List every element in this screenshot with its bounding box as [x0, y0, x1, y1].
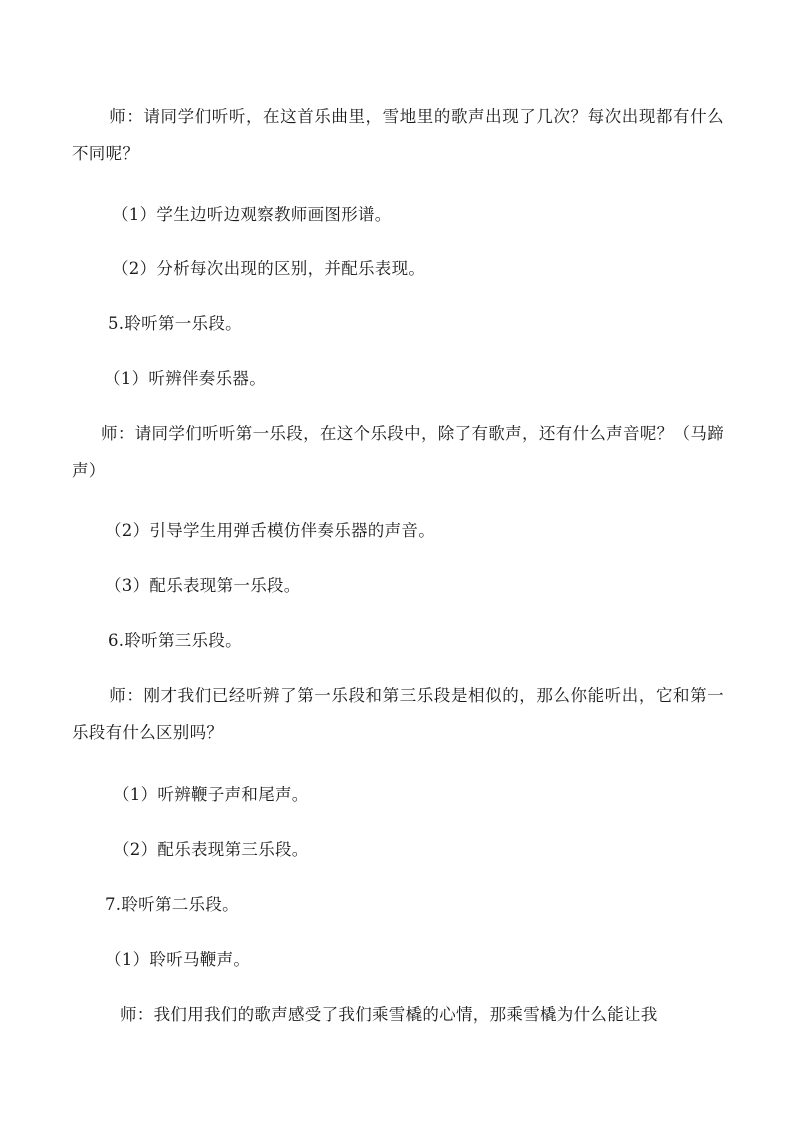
paragraph-teacher-question-4: 师：我们用我们的歌声感受了我们乘雪橇的心情，那乘雪橇为什么能让我	[120, 1005, 658, 1024]
paragraph-step-7-1: （1）聆听马鞭声。	[105, 950, 251, 969]
heading-listen-section-2: 7.聆听第二乐段。	[105, 895, 239, 914]
paragraph-teacher-question-2: 师：请同学们听听第一乐段，在这个乐段中，除了有歌声，还有什么声音呢？（马蹄声）	[72, 424, 724, 480]
heading-listen-section-1: 5.聆听第一乐段。	[108, 314, 242, 333]
paragraph-teacher-question-1: 师：请同学们听听，在这首乐曲里，雪地里的歌声出现了几次？每次出现都有什么不同呢？	[72, 107, 724, 163]
paragraph-step-6-1: （1）听辨鞭子声和尾声。	[113, 785, 309, 804]
paragraph-step-5-3: （3）配乐表现第一乐段。	[105, 576, 301, 595]
paragraph-step-1-2: （2）分析每次出现的区别，并配乐表现。	[112, 259, 426, 278]
paragraph-step-5-1: （1）听辨伴奏乐器。	[104, 369, 266, 388]
paragraph-teacher-question-3: 师：刚才我们已经听辨了第一乐段和第三乐段是相似的，那么你能听出，它和第一乐段有什么区别吗？	[72, 686, 724, 742]
paragraph-step-5-2: （2）引导学生用弹舌模仿伴奏乐器的声音。	[105, 521, 435, 540]
paragraph-step-1-1: （1）学生边听边观察教师画图形谱。	[112, 205, 392, 224]
heading-listen-section-3: 6.聆听第三乐段。	[108, 631, 242, 650]
paragraph-step-6-2: （2）配乐表现第三乐段。	[113, 840, 309, 859]
